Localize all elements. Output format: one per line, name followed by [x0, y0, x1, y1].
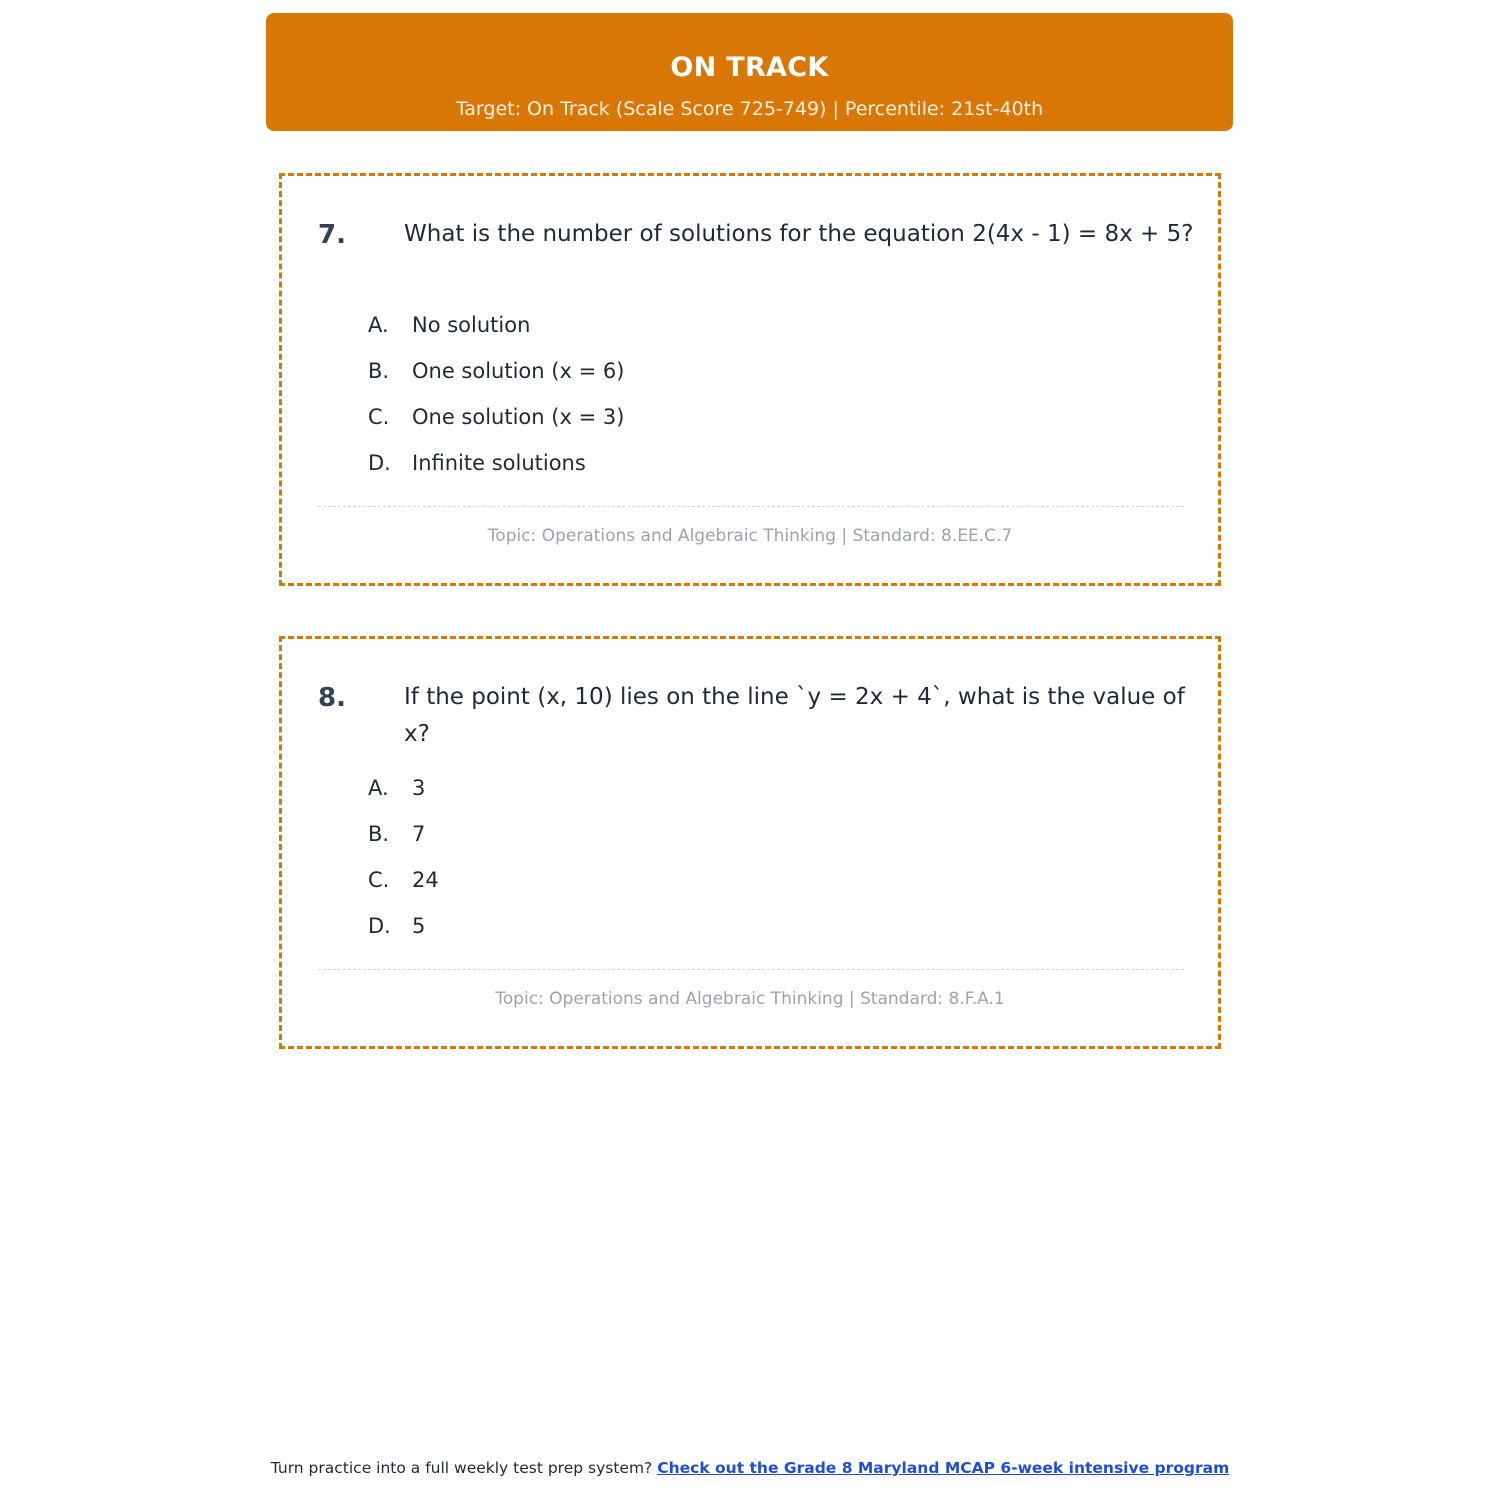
answer-choices	[368, 307, 624, 491]
answer-choice[interactable]	[368, 353, 624, 399]
question-card	[279, 636, 1221, 1049]
question-number: 8.	[318, 683, 346, 713]
card-divider	[318, 969, 1184, 970]
answer-choice[interactable]	[368, 399, 624, 445]
answer-choice[interactable]	[368, 862, 439, 908]
answer-choice[interactable]	[368, 816, 439, 862]
choice-letter: C.	[368, 405, 390, 429]
answer-choice[interactable]	[368, 770, 439, 816]
answer-choice[interactable]	[368, 307, 624, 353]
choice-text: Infinite solutions	[412, 451, 586, 475]
answer-choice[interactable]	[368, 445, 624, 491]
question-meta: Topic: Operations and Algebraic Thinking | Standard: 8.EE.C.7	[487, 526, 1013, 546]
choice-letter: A.	[368, 776, 389, 800]
program-link[interactable]: Check out the Grade 8 Maryland MCAP 6-week intensive program	[657, 1459, 1230, 1477]
choice-text: One solution (x = 6)	[412, 359, 625, 383]
footer-prompt: Turn practice into a full weekly test prep system?	[270, 1459, 653, 1477]
footer-promo	[0, 1456, 1500, 1480]
question-number: 7.	[318, 220, 346, 250]
choice-text: 24	[412, 868, 439, 892]
choice-letter: B.	[368, 359, 390, 383]
question-meta: Topic: Operations and Algebraic Thinking | Standard: 8.F.A.1	[495, 989, 1005, 1009]
choice-text: No solution	[412, 313, 531, 337]
question-text: If the point (x, 10) lies on the line `y = 2x + 4`, what is the value of x?	[404, 684, 1185, 747]
card-divider	[318, 506, 1184, 507]
choice-text: 7	[412, 822, 426, 846]
choice-letter: C.	[368, 868, 390, 892]
choice-text: 3	[412, 776, 426, 800]
question-card	[279, 173, 1221, 586]
answer-choices	[368, 770, 439, 954]
choice-text: 5	[412, 914, 426, 938]
choice-letter: B.	[368, 822, 390, 846]
banner-title: ON TRACK	[670, 52, 829, 83]
choice-letter: D.	[368, 451, 391, 475]
status-banner	[266, 13, 1233, 131]
question-text: What is the number of solutions for the equation 2(4x - 1) = 8x + 5?	[404, 221, 1194, 247]
choice-text: One solution (x = 3)	[412, 405, 625, 429]
choice-letter: A.	[368, 313, 389, 337]
answer-choice[interactable]	[368, 908, 439, 954]
choice-letter: D.	[368, 914, 391, 938]
banner-subtitle: Target: On Track (Scale Score 725-749) | Percentile: 21st-40th	[455, 98, 1044, 120]
